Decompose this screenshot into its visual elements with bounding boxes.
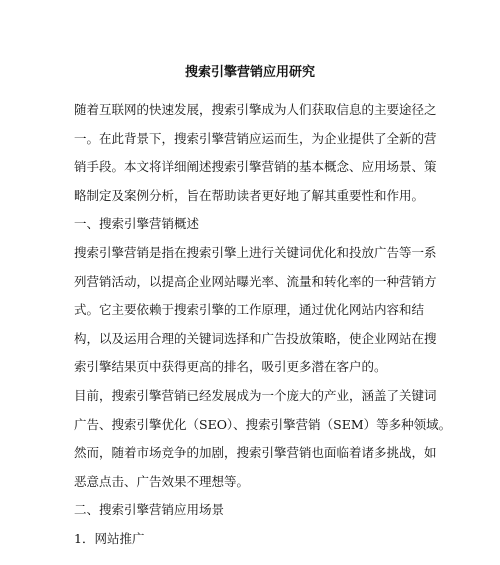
paragraph-line: 式。它主要依赖于搜索引擎的工作原理，通过优化网站内容和结 <box>74 302 425 318</box>
paragraph-line: 广告、搜索引擎优化（SEO）、搜索引擎营销（SEM）等多种领域。 <box>74 416 452 432</box>
paragraph-line: 销手段。本文将详细阐述搜索引擎营销的基本概念、应用场景、策 <box>74 159 437 175</box>
document-title: 搜索引擎营销应用研究 <box>184 65 315 80</box>
paragraph-line: 然而，随着市场竞争的加剧，搜索引擎营销也面临着诸多挑战，如 <box>74 445 437 461</box>
paragraph-line: 搜索引擎营销是指在搜索引擎上进行关键词优化和投放广告等一系 <box>74 244 437 260</box>
paragraph-line: 目前，搜索引擎营销已经发展成为一个庞大的产业，涵盖了关键词 <box>74 387 437 403</box>
paragraph-line: 略制定及案例分析，旨在帮助读者更好地了解其重要性和作用。 <box>74 187 425 203</box>
list-item-website-promotion: 1．网站推广 <box>74 530 145 546</box>
paragraph-line: 构，以及运用合理的关键词选择和广告投放策略，使企业网站在搜 <box>74 330 437 346</box>
section-heading-scenarios: 二、搜索引擎营销应用场景 <box>74 502 225 518</box>
overview-paragraph-1 <box>74 239 437 382</box>
overview-paragraph-2 <box>74 382 452 496</box>
document-body <box>74 96 452 554</box>
paragraph-line: 随着互联网的快速发展，搜索引擎成为人们获取信息的主要途径之 <box>74 102 437 117</box>
paragraph-line: 索引擎结果页中获得更高的排名，吸引更多潜在客户的。 <box>74 359 387 375</box>
paragraph-line: 恶意点击、广告效果不理想等。 <box>74 473 250 489</box>
intro-paragraph <box>74 96 437 210</box>
paragraph-line: 列营销活动，以提高企业网站曝光率、流量和转化率的一种营销方 <box>74 273 437 289</box>
section-heading-overview: 一、搜索引擎营销概述 <box>74 216 200 232</box>
paragraph-line: 一。在此背景下，搜索引擎营销应运而生，为企业提供了全新的营 <box>74 130 437 146</box>
